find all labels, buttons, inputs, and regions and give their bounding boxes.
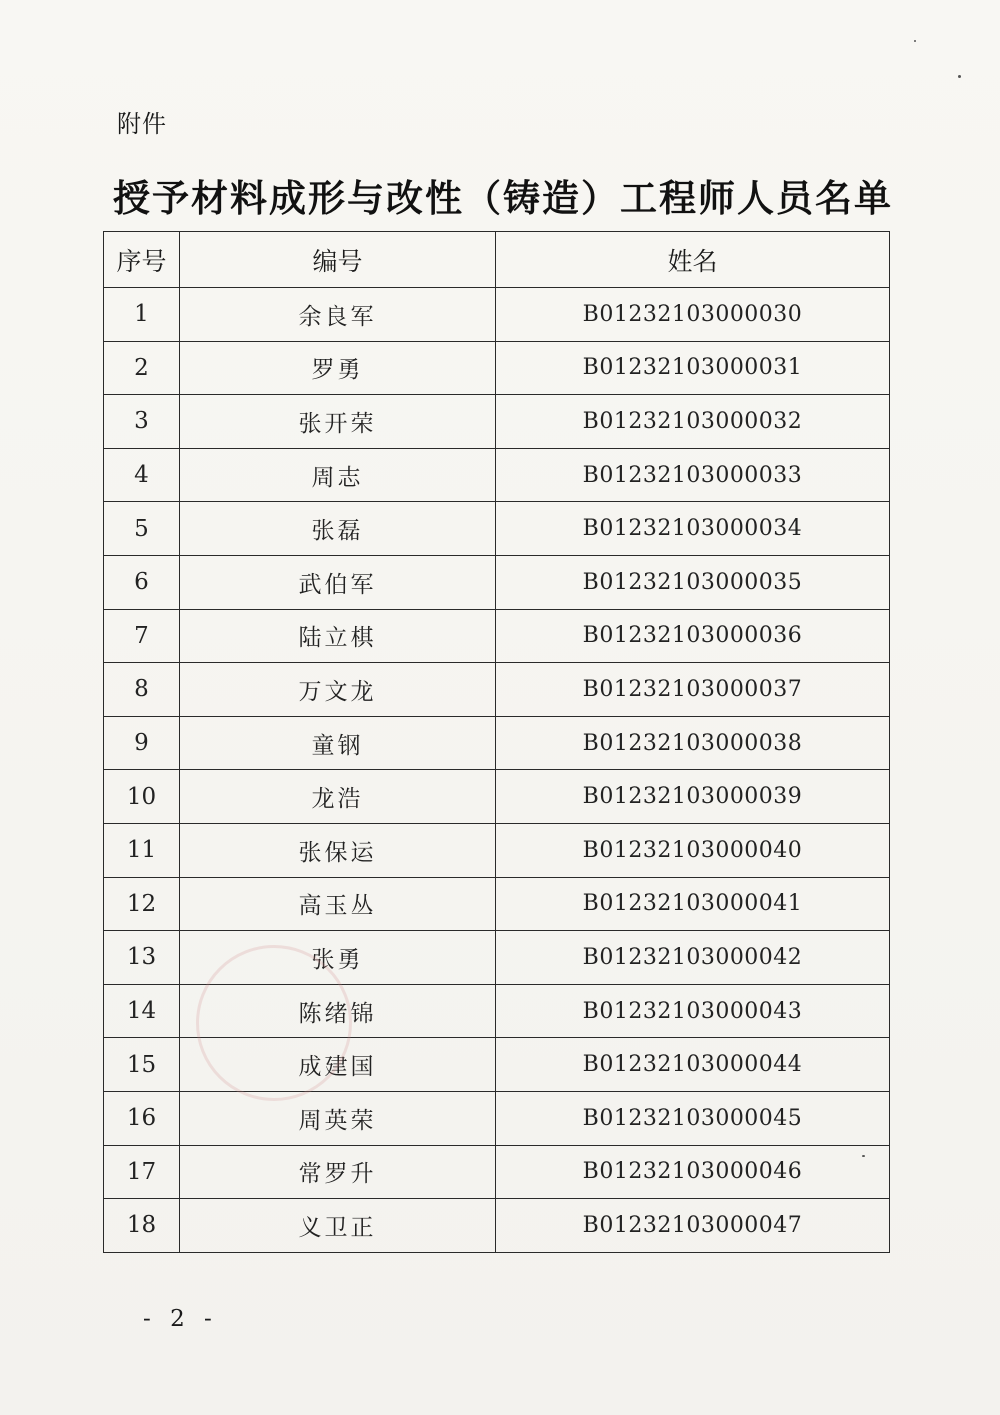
cell-seq: 13 — [104, 931, 180, 985]
table-row — [104, 341, 890, 395]
table-row — [104, 1091, 890, 1145]
cell-seq: 12 — [104, 877, 180, 931]
cell-name: B01232103000033 — [496, 448, 890, 502]
cell-name: B01232103000045 — [496, 1091, 890, 1145]
cell-seq: 11 — [104, 823, 180, 877]
cell-number: 万文龙 — [180, 663, 496, 717]
table-row — [104, 609, 890, 663]
cell-number: 张保运 — [180, 823, 496, 877]
cell-number: 成建国 — [180, 1038, 496, 1092]
cell-seq: 14 — [104, 984, 180, 1038]
table-row — [104, 770, 890, 824]
cell-name: B01232103000042 — [496, 931, 890, 985]
cell-name: B01232103000031 — [496, 341, 890, 395]
cell-seq: 17 — [104, 1145, 180, 1199]
cell-seq: 10 — [104, 770, 180, 824]
table-row — [104, 984, 890, 1038]
cell-number: 张开荣 — [180, 395, 496, 449]
table-header-row — [104, 232, 890, 288]
cell-name: B01232103000039 — [496, 770, 890, 824]
cell-number: 周志 — [180, 448, 496, 502]
cell-number: 童钢 — [180, 716, 496, 770]
cell-seq: 15 — [104, 1038, 180, 1092]
column-header-number: 编号 — [180, 232, 496, 288]
cell-seq: 7 — [104, 609, 180, 663]
cell-number: 武伯军 — [180, 555, 496, 609]
cell-name: B01232103000041 — [496, 877, 890, 931]
cell-seq: 3 — [104, 395, 180, 449]
table-row — [104, 555, 890, 609]
cell-name: B01232103000037 — [496, 663, 890, 717]
table-row — [104, 448, 890, 502]
cell-seq: 18 — [104, 1199, 180, 1253]
cell-seq: 8 — [104, 663, 180, 717]
cell-name: B01232103000044 — [496, 1038, 890, 1092]
cell-number: 周英荣 — [180, 1091, 496, 1145]
table-row — [104, 877, 890, 931]
cell-number: 张磊 — [180, 502, 496, 556]
document-title: 授予材料成形与改性（铸造）工程师人员名单 — [113, 177, 893, 220]
cell-name: B01232103000035 — [496, 555, 890, 609]
roster-body — [104, 288, 890, 1253]
cell-number: 高玉丛 — [180, 877, 496, 931]
table-row — [104, 716, 890, 770]
table-row — [104, 823, 890, 877]
cell-seq: 1 — [104, 288, 180, 342]
column-header-name: 姓名 — [496, 232, 890, 288]
cell-number: 陆立棋 — [180, 609, 496, 663]
cell-number: 义卫正 — [180, 1199, 496, 1253]
cell-seq: 16 — [104, 1091, 180, 1145]
cell-name: B01232103000038 — [496, 716, 890, 770]
table-row — [104, 663, 890, 717]
table-row — [104, 1038, 890, 1092]
table-row — [104, 288, 890, 342]
cell-name: B01232103000036 — [496, 609, 890, 663]
cell-seq: 4 — [104, 448, 180, 502]
cell-name: B01232103000043 — [496, 984, 890, 1038]
roster-table — [103, 231, 890, 1253]
cell-number: 张勇 — [180, 931, 496, 985]
cell-name: B01232103000040 — [496, 823, 890, 877]
table-row — [104, 395, 890, 449]
attachment-label: 附件 — [117, 110, 167, 138]
table-row — [104, 1199, 890, 1253]
cell-number: 龙浩 — [180, 770, 496, 824]
cell-seq: 2 — [104, 341, 180, 395]
table-row — [104, 931, 890, 985]
cell-seq: 6 — [104, 555, 180, 609]
cell-name: B01232103000032 — [496, 395, 890, 449]
cell-seq: 9 — [104, 716, 180, 770]
table-row — [104, 1145, 890, 1199]
cell-name: B01232103000034 — [496, 502, 890, 556]
table-row — [104, 502, 890, 556]
cell-number: 陈绪锦 — [180, 984, 496, 1038]
cell-number: 余良军 — [180, 288, 496, 342]
cell-name: B01232103000030 — [496, 288, 890, 342]
cell-number: 罗勇 — [180, 341, 496, 395]
cell-number: 常罗升 — [180, 1145, 496, 1199]
cell-seq: 5 — [104, 502, 180, 556]
column-header-seq: 序号 — [104, 232, 180, 288]
cell-name: B01232103000046 — [496, 1145, 890, 1199]
cell-name: B01232103000047 — [496, 1199, 890, 1253]
page-number: - 2 - — [143, 1306, 218, 1332]
